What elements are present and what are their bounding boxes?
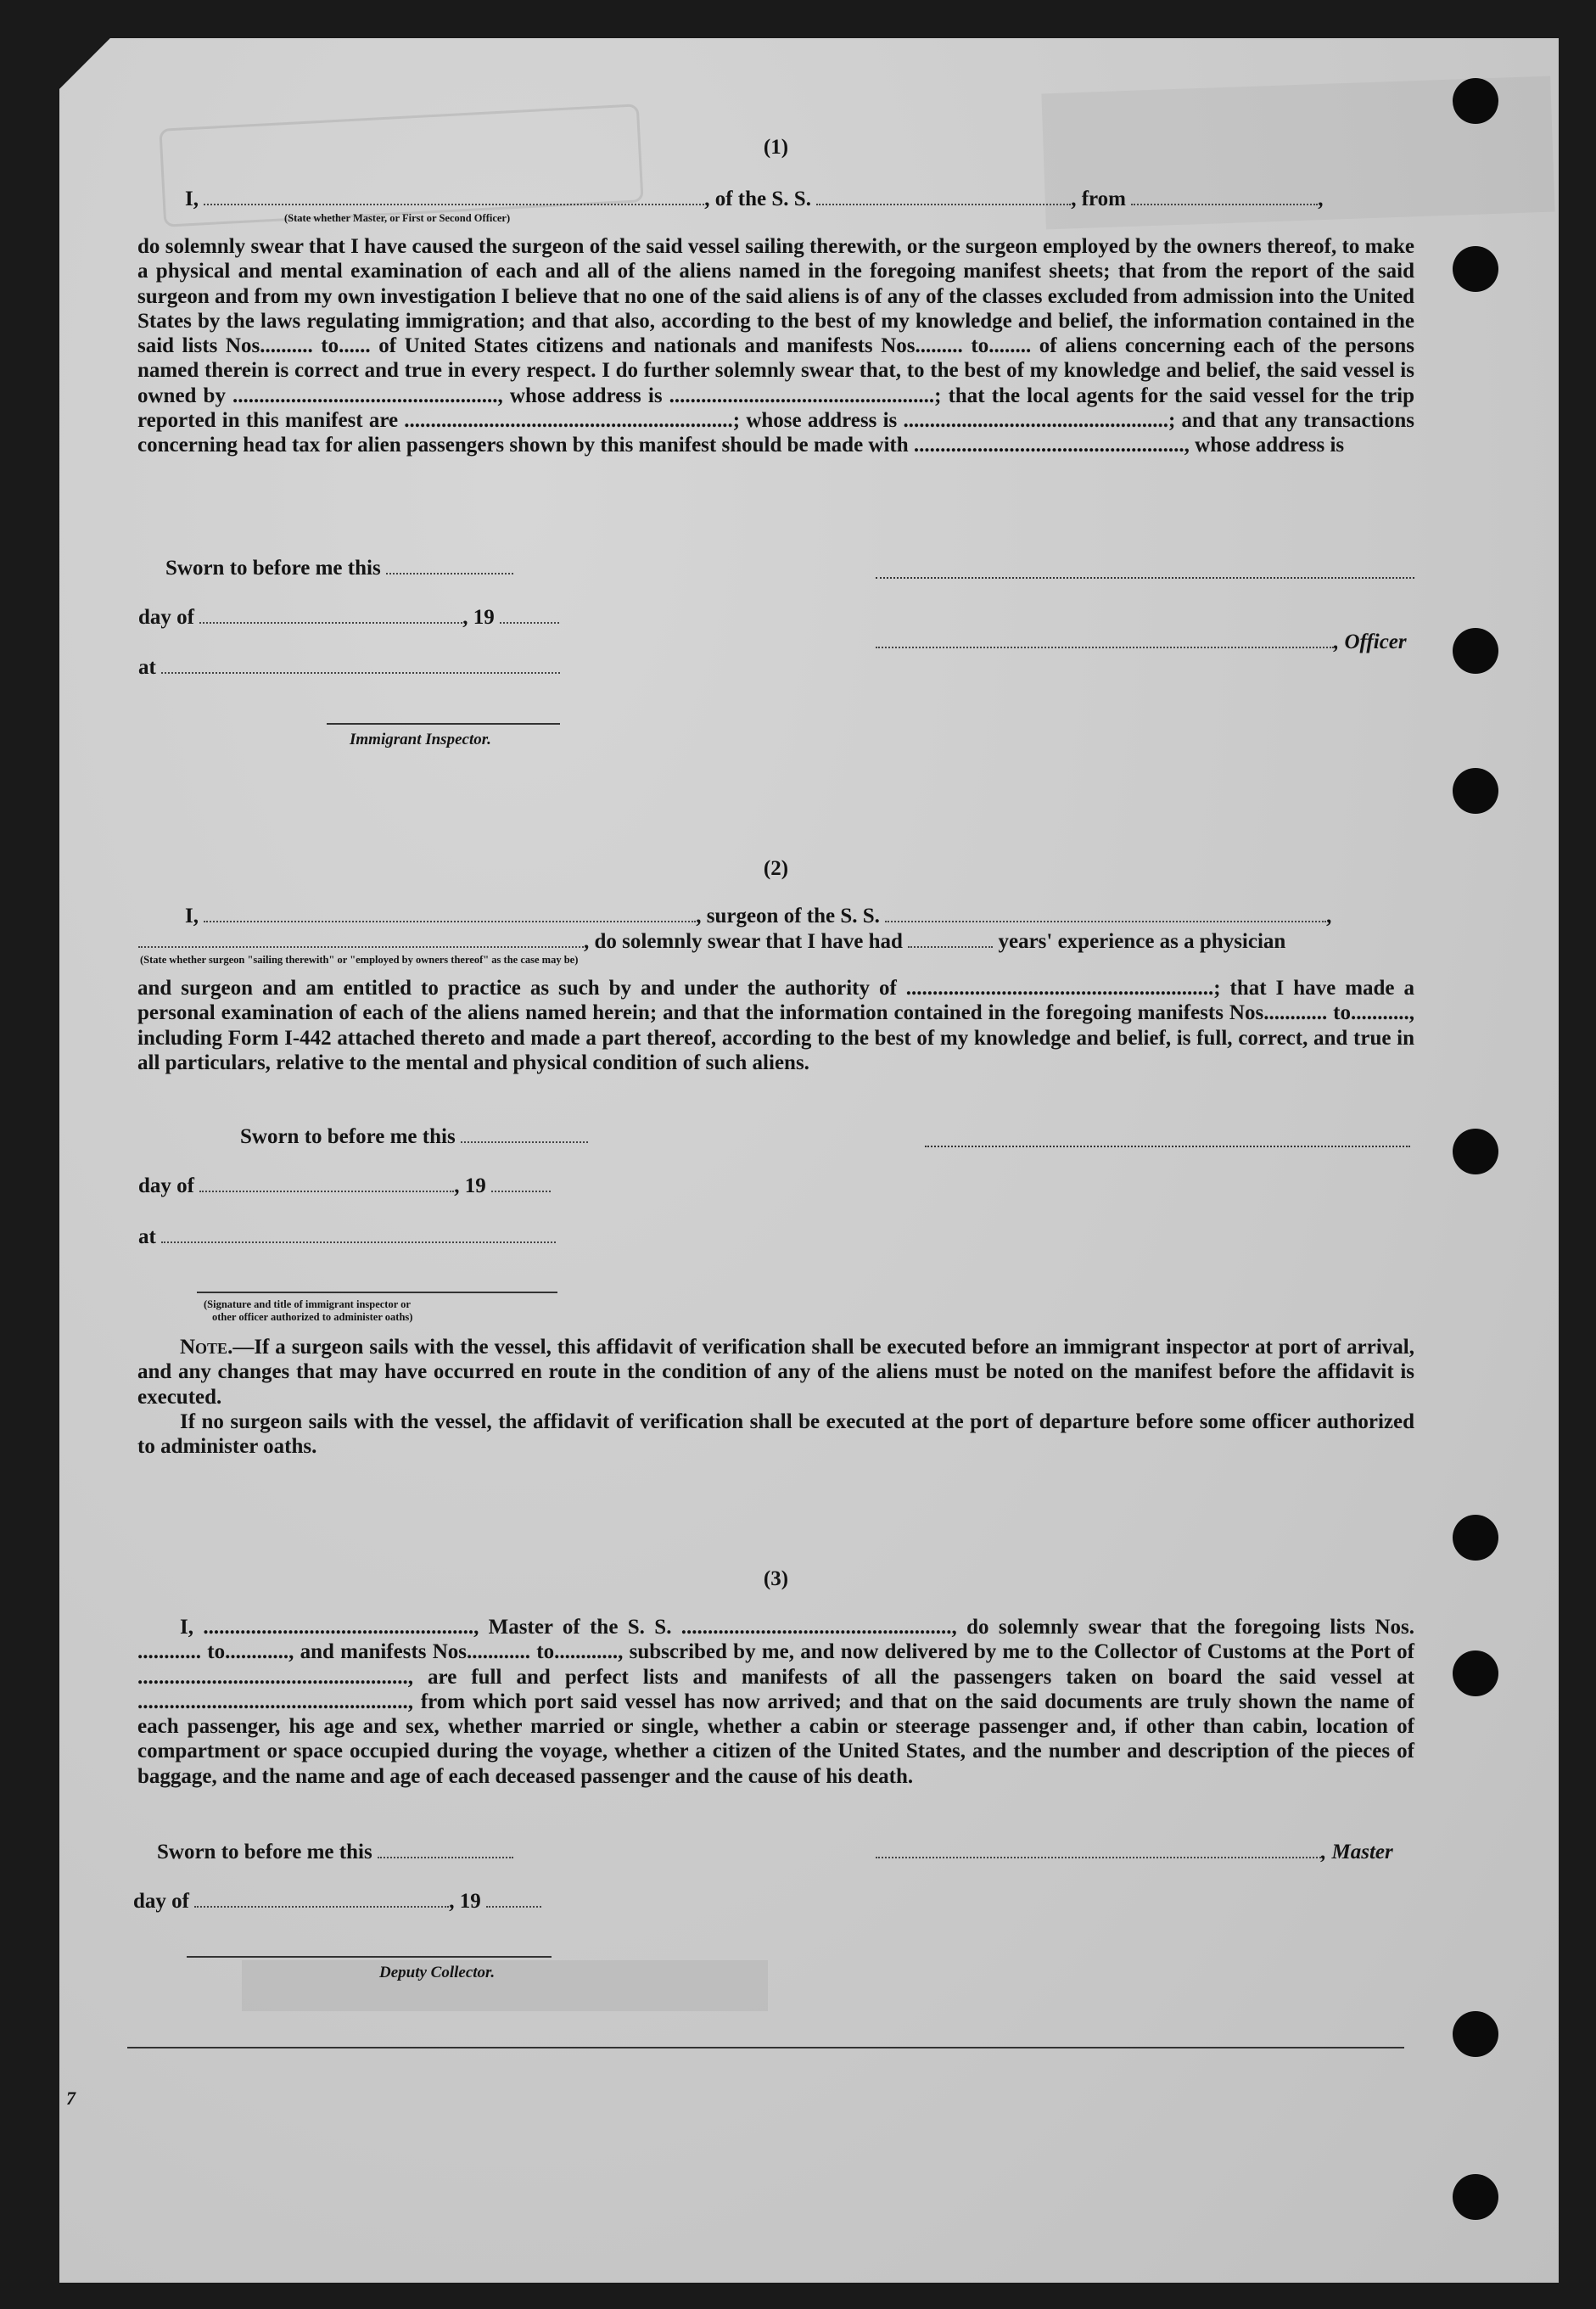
section-2-paragraph: and surgeon and am entitled to practice as such by and under the authority of ..........................................................; that I have made a personal examination of each of the aliens named herein; and that the information contained in the foregoing manifests Nos............ to..........., including Form I-442 attached thereto and made a part thereof, according to the best of my knowledge and belief, is full, correct, and true in all particulars, relative to the mental and physical condition of such aliens. [137, 977, 1414, 1074]
blank-at-1 [161, 657, 560, 674]
blank-year-2 [491, 1175, 551, 1192]
section-3-collector-label: Deputy Collector. [379, 1964, 496, 1981]
section-3-day-of [133, 1889, 541, 1914]
section-1-inspector-label: Immigrant Inspector. [350, 731, 491, 748]
section-1-signature-line [876, 577, 1414, 579]
section-2-sig-note-2: other officer authorized to administer oaths) [212, 1311, 413, 1323]
section-2-line-2 [138, 929, 1285, 955]
blank-sworn-date-1 [386, 558, 513, 574]
punch-hole-3 [1453, 628, 1498, 674]
section-1-at-label: at [138, 656, 156, 679]
section-2-surgeon-of-ss: , surgeon of the S. S. [696, 905, 880, 928]
punch-hole-8 [1453, 2011, 1498, 2057]
section-3-master-label: , Master [1321, 1841, 1393, 1863]
section-3-day-of-label: day of [133, 1890, 189, 1913]
blank-surgeon-status [138, 931, 584, 948]
blank-vessel-name [816, 188, 1071, 205]
section-2-day-of [138, 1174, 551, 1199]
section-2-swear-had: , do solemnly swear that I have had [584, 930, 903, 953]
section-2-signature-line [925, 1146, 1410, 1147]
section-2-note-1 [137, 1335, 1414, 1409]
section-2-at [138, 1225, 556, 1250]
blank-from-port [1131, 188, 1318, 205]
blank-sworn-date-3 [378, 1841, 513, 1858]
section-2-sig-note-1: (Signature and title of immigrant inspector or [204, 1298, 411, 1310]
section-1-sworn-label: Sworn to before me this [165, 557, 381, 580]
punch-hole-6 [1453, 1515, 1498, 1561]
punch-hole-1 [1453, 78, 1498, 124]
section-1-line-1-comma: , [1318, 188, 1324, 210]
section-1-year: , 19 [462, 606, 495, 629]
section-1-day-of-label: day of [138, 606, 194, 629]
section-1-at [138, 655, 560, 681]
section-3-master-line [876, 1840, 1393, 1865]
section-3-number: (3) [763, 1567, 789, 1590]
blank-year-1 [500, 607, 559, 624]
blank-year-3 [486, 1891, 541, 1908]
punch-hole-5 [1453, 1129, 1498, 1174]
note-1-text: —If a surgeon sails with the vessel, this affidavit of verification shall be executed before an immigrant inspector at port of arrival, and any changes that may have occurred en route in the condition of any of the aliens must be noted on the manifest before the affidavit is executed. [137, 1336, 1414, 1409]
section-2-sworn [240, 1124, 588, 1150]
section-1-paragraph: do solemnly swear that I have caused the surgeon of the said vessel sailing therewith, or the surgeon employed by the owners thereof, to make a physical and mental examination of each and all of the aliens named in the foregoing manifest sheets; that from the report of the said surgeon and from my own investigation I believe that no one of the said aliens is of any of the classes excluded from admission into the United States by the laws regulating immigration; and that also, according to the best of my knowledge and belief, the information contained in the said lists Nos.......... to...... of United States citizens and nationals and manifests Nos......... to........ of aliens concerning each of the persons named therein is correct and true in every respect. I do further solemnly swear that, to the best of my knowledge and belief, the said vessel is owned by .................................................., whose address is ..................................................; that the local agents for the said vessel for the trip reported in this manifest are ..............................................................; whose address is ..................................................; and that any transactions concerning head tax for alien passengers shown by this manifest should be made with ..................................................., whose address is [137, 235, 1414, 457]
blank-at-2 [161, 1226, 556, 1243]
section-3-year: , 19 [449, 1890, 481, 1913]
section-1-number: (1) [763, 136, 789, 159]
margin-mark: 7 [66, 2088, 76, 2109]
punch-hole-7 [1453, 1650, 1498, 1696]
blank-officer-name [204, 188, 704, 205]
section-2-i: I, [185, 905, 199, 928]
section-3-paragraph: I, ..................................................., Master of the S. S. ..................................................., do solemnly swear that the foregoing lists Nos. ............ to............, and manifests Nos............ to............, subscribed by me, and now delivered by me to the Collector of Customs at the Port of ..................................................., are full and perfect lists and manifests of all the passengers taken on board the said vessel at ..................................................., from which port said vessel has now arrived; and that on the said documents are truly shown the name of each passenger, his age and sex, whether married or single, whether a cabin or steerage passenger and, if other than cabin, location of compartment or space occupied during the voyage, whether a citizen of the United States, and the number and description of the pieces of baggage, and the name and age of each deceased passenger and the cause of his death. [137, 1616, 1414, 1788]
section-2-years-experience: years' experience as a physician [998, 930, 1286, 953]
blank-day-3 [194, 1891, 449, 1908]
bleed-through-stamp-bottom [242, 1960, 768, 2011]
section-3-sworn-label: Sworn to before me this [157, 1841, 372, 1863]
section-1-of-ss: , of the S. S. [704, 188, 811, 210]
section-1-from: , from [1071, 188, 1126, 210]
punch-hole-9 [1453, 2174, 1498, 2220]
section-1-inspector-line [327, 723, 560, 725]
note-label: Note. [180, 1336, 233, 1359]
section-2-line-1 [185, 904, 1331, 929]
section-2-note-2: If no surgeon sails with the vessel, the affidavit of verification shall be executed at the port of departure before some officer authorized to administer oaths. [137, 1410, 1414, 1459]
section-1-officer-note: (State whether Master, or First or Second Officer) [284, 212, 511, 224]
blank-sworn-date-2 [461, 1126, 588, 1143]
section-2-year: , 19 [454, 1174, 486, 1197]
punch-hole-4 [1453, 768, 1498, 814]
section-2-at-label: at [138, 1225, 156, 1248]
section-3-sworn [157, 1840, 513, 1865]
blank-surgeon-vessel [885, 905, 1326, 922]
bottom-rule [127, 2047, 1404, 2048]
section-2-sworn-label: Sworn to before me this [240, 1125, 456, 1148]
blank-officer-signature [876, 631, 1334, 648]
section-2-number: (2) [763, 857, 789, 880]
section-1-i: I, [185, 188, 199, 210]
section-2-surgeon-note: (State whether surgeon "sailing therewith" or "employed by owners thereof" as the case may be) [140, 954, 579, 966]
blank-day-1 [199, 607, 462, 624]
blank-master-signature [876, 1841, 1321, 1858]
section-2-line-1-comma: , [1326, 905, 1332, 928]
section-1-sworn [165, 556, 513, 581]
section-1-day-of [138, 605, 559, 630]
blank-years [908, 931, 993, 948]
section-1-line-1 [185, 187, 1415, 212]
section-2-inspector-line [197, 1292, 557, 1293]
section-3-collector-line [187, 1956, 552, 1958]
section-1-officer-line [876, 630, 1407, 655]
blank-surgeon-name [204, 905, 696, 922]
punch-hole-2 [1453, 246, 1498, 292]
section-2-day-of-label: day of [138, 1174, 194, 1197]
section-1-officer-label: , Officer [1334, 630, 1407, 653]
blank-day-2 [199, 1175, 454, 1192]
